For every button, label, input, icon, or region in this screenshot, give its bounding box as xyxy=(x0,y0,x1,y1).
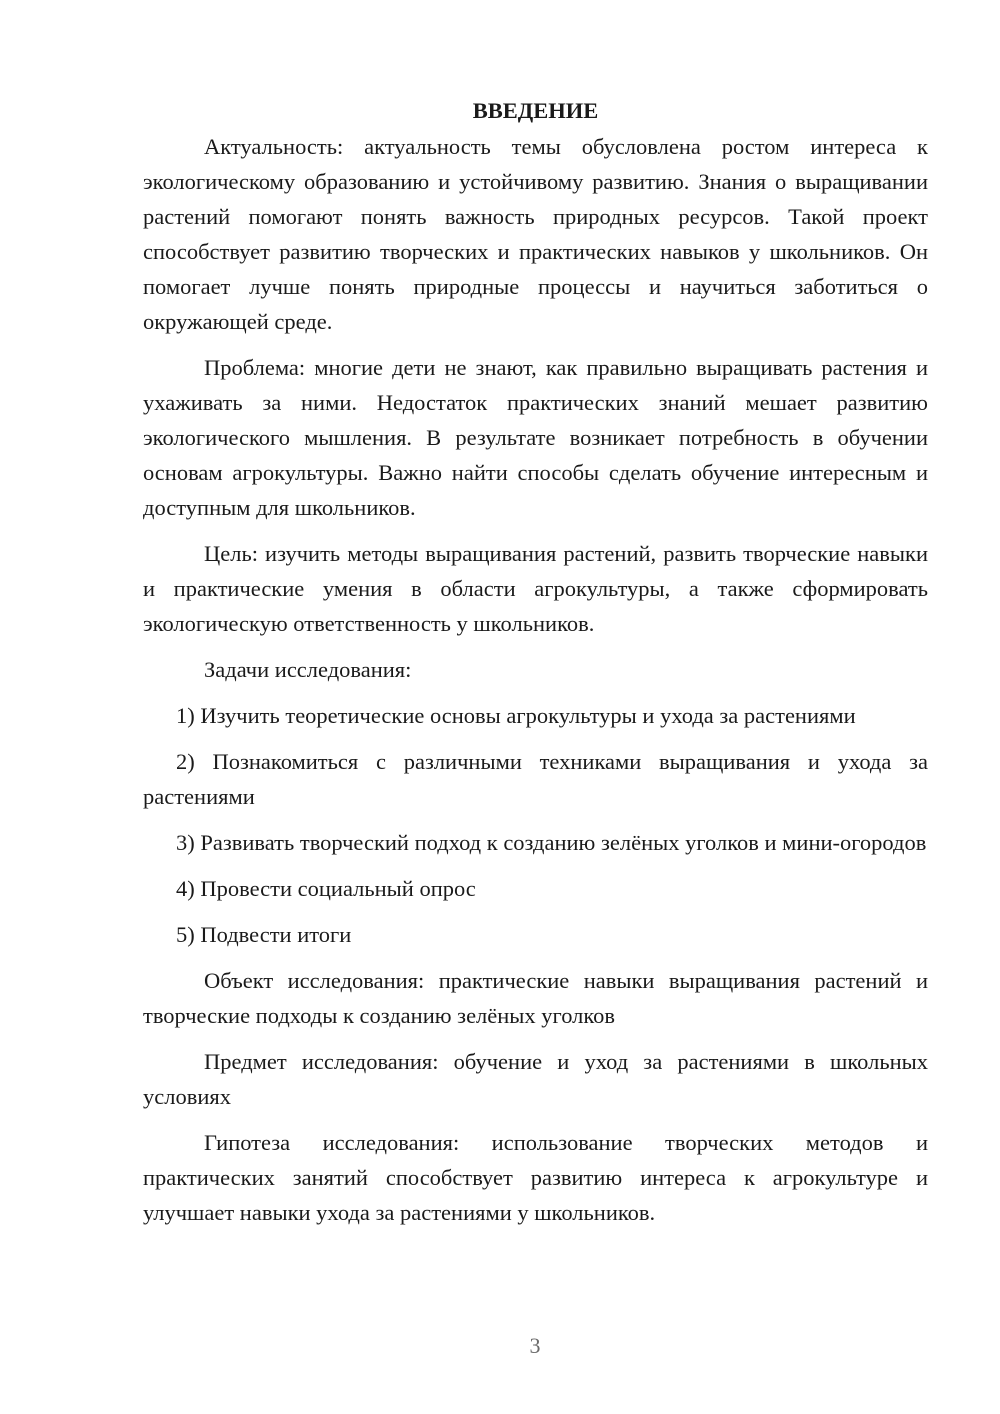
document-body xyxy=(143,93,928,1230)
hypothesis-paragraph: Гипотеза исследования: использование творческих методов и практических занятий способствует развитию интереса к агрокультуре и улучшает навыки ухода за растениями у школьников. xyxy=(143,1130,928,1225)
tasks-heading: Задачи исследования: xyxy=(204,657,412,682)
page-number: 3 xyxy=(529,1333,541,1358)
relevance-paragraph: Актуальность: актуальность темы обусловлена ростом интереса к экологическому образованию и устойчивому развитию. Знания о выращивании растений помогают понять важность природных ресурсов. Такой проект способствует развитию творческих и практических навыков у школьников. Он помогает лучше понять природные процессы и научиться заботиться о окружающей среде. xyxy=(143,134,928,334)
task-item-3: 3) Развивать творческий подход к созданию зелёных уголков и мини-огородов xyxy=(176,830,927,855)
problem-paragraph: Проблема: многие дети не знают, как правильно выращивать растения и ухаживать за ними. Недостаток практических знаний мешает развитию экологического мышления. В результате возникает потребность в обучении основам агрокультуры. Важно найти способы сделать обучение интересным и доступным для школьников. xyxy=(143,355,928,520)
task-item-4: 4) Провести социальный опрос xyxy=(176,876,476,901)
task-item-2: 2) Познакомиться с различными техниками выращивания и ухода за растениями xyxy=(143,749,928,809)
subject-paragraph: Предмет исследования: обучение и уход за растениями в школьных условиях xyxy=(143,1049,928,1109)
task-item-1: 1) Изучить теоретические основы агрокультуры и ухода за растениями xyxy=(176,703,856,728)
object-paragraph: Объект исследования: практические навыки выращивания растений и творческие подходы к созданию зелёных уголков xyxy=(143,968,928,1028)
goal-paragraph: Цель: изучить методы выращивания растений, развить творческие навыки и практические умения в области агрокультуры, а также сформировать экологическую ответственность у школьников. xyxy=(143,541,928,636)
task-item-5: 5) Подвести итоги xyxy=(176,922,352,947)
page-title: ВВЕДЕНИЕ xyxy=(472,98,599,123)
